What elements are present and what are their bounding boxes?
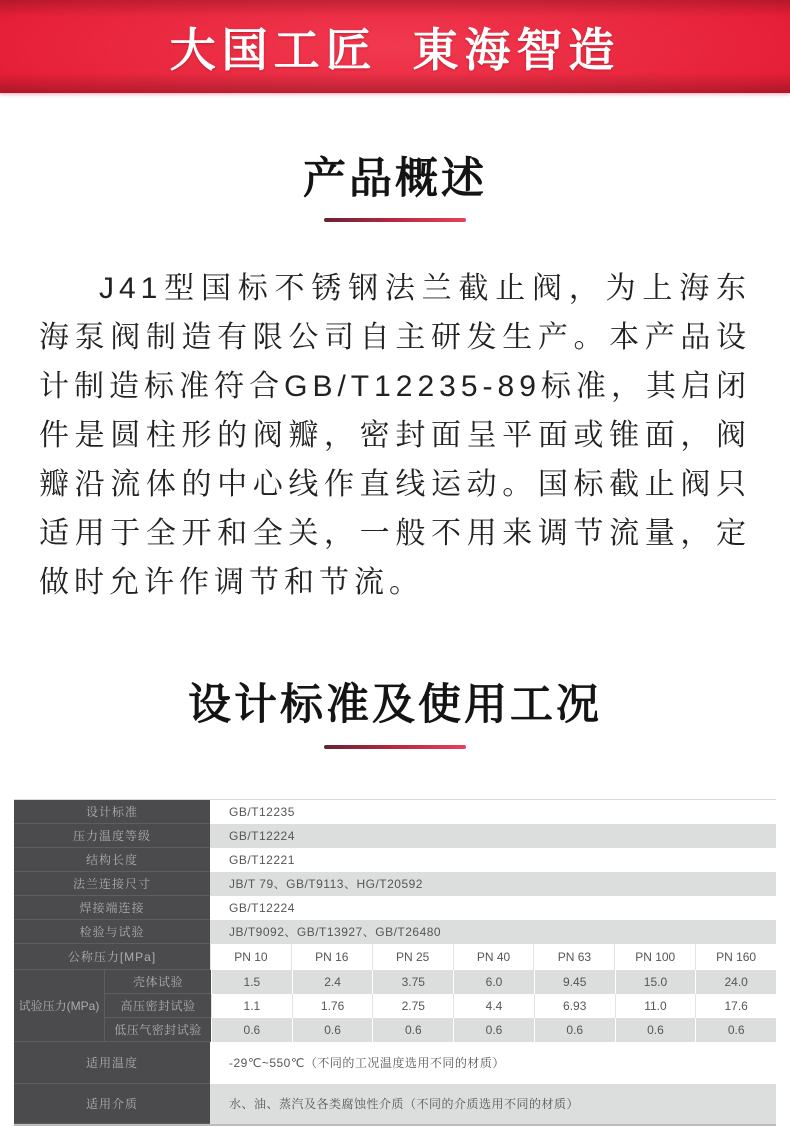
value-cell: 0.6 xyxy=(615,1018,696,1042)
table-row-applicable-medium xyxy=(14,1084,776,1124)
value-cell: 1.1 xyxy=(211,994,292,1018)
value-cell: 0.6 xyxy=(211,1018,292,1042)
row-label: 设计标准 xyxy=(14,800,210,824)
value-cell: 0.6 xyxy=(292,1018,373,1042)
value-cell: 17.6 xyxy=(695,994,776,1018)
overview-paragraph: J41型国标不锈钢法兰截止阀，为上海东海泵阀制造有限公司自主研发生产。本产品设计制造标准符合GB/T12235-89标准，其启闭件是圆柱形的阀瓣，密封面呈平面或锥面，阀瓣沿流体的中心线作直线运动。国标截止阀只适用于全开和全关，一般不用来调节流量，定做时允许作调节和节流。 xyxy=(39,272,751,600)
overview-section-title: 产品概述 xyxy=(303,155,487,203)
group-label: 试验压力(MPa) xyxy=(14,970,105,1042)
value-cell: 0.6 xyxy=(534,1018,615,1042)
value-cell: 4.4 xyxy=(453,994,534,1018)
spec-table xyxy=(14,799,776,1126)
row-label: 法兰连接尺寸 xyxy=(14,872,210,896)
overview-title-underline xyxy=(324,218,466,222)
table-row-inspection-test xyxy=(14,920,776,944)
sub-row-label: 低压气密封试验 xyxy=(105,1018,211,1042)
table-group-test-pressure xyxy=(14,970,776,1042)
row-value: JB/T9092、GB/T13927、GB/T26480 xyxy=(210,920,776,944)
row-label: 适用温度 xyxy=(14,1042,210,1084)
value-cell: 15.0 xyxy=(615,970,696,994)
pn-cell: PN 100 xyxy=(614,944,695,970)
table-row-flange-dimensions xyxy=(14,872,776,896)
value-cell: 11.0 xyxy=(615,994,696,1018)
sub-row-label: 壳体试验 xyxy=(105,970,211,994)
table-row-applicable-temperature xyxy=(14,1042,776,1084)
row-value: 水、油、蒸汽及各类腐蚀性介质（不同的介质选用不同的材质） xyxy=(210,1084,776,1124)
table-row-shell-test xyxy=(105,970,776,994)
group-body xyxy=(105,970,776,1042)
row-value: GB/T12221 xyxy=(210,848,776,872)
value-cell: 24.0 xyxy=(695,970,776,994)
value-cell: 3.75 xyxy=(372,970,453,994)
table-row-weld-end-connection xyxy=(14,896,776,920)
sub-row-label: 高压密封试验 xyxy=(105,994,211,1018)
value-cell: 2.4 xyxy=(292,970,373,994)
row-value: JB/T 79、GB/T9113、HG/T20592 xyxy=(210,872,776,896)
value-cell: 6.93 xyxy=(534,994,615,1018)
design-title-underline xyxy=(324,745,466,749)
value-cell: 6.0 xyxy=(453,970,534,994)
value-cell: 1.76 xyxy=(292,994,373,1018)
row-label: 压力温度等级 xyxy=(14,824,210,848)
table-row-low-pressure-air-seal-test xyxy=(105,1018,776,1042)
row-value: -29℃~550℃（不同的工况温度选用不同的材质） xyxy=(210,1042,776,1084)
row-label: 适用介质 xyxy=(14,1084,210,1124)
value-cell: 0.6 xyxy=(695,1018,776,1042)
pn-cell: PN 16 xyxy=(291,944,372,970)
row-value: GB/T12224 xyxy=(210,824,776,848)
row-value: GB/T12224 xyxy=(210,896,776,920)
table-row-high-pressure-seal-test xyxy=(105,994,776,1018)
value-cell: 0.6 xyxy=(372,1018,453,1042)
row-label: 焊接端连接 xyxy=(14,896,210,920)
value-cell: 0.6 xyxy=(453,1018,534,1042)
table-row-structure-length xyxy=(14,848,776,872)
pn-cell: PN 63 xyxy=(533,944,614,970)
row-label: 公称压力[MPa] xyxy=(14,944,210,970)
brand-banner xyxy=(0,0,790,93)
value-cell: 9.45 xyxy=(534,970,615,994)
value-cell: 2.75 xyxy=(372,994,453,1018)
pn-cell: PN 10 xyxy=(210,944,291,970)
pn-cell: PN 25 xyxy=(372,944,453,970)
row-value: GB/T12235 xyxy=(210,800,776,824)
row-label: 结构长度 xyxy=(14,848,210,872)
value-cell: 1.5 xyxy=(211,970,292,994)
pn-cell: PN 40 xyxy=(453,944,534,970)
row-label: 检验与试验 xyxy=(14,920,210,944)
table-row-nominal-pressure xyxy=(14,944,776,970)
pn-cell: PN 160 xyxy=(695,944,776,970)
table-row-pressure-temp-rating xyxy=(14,824,776,848)
table-row-design-standard xyxy=(14,800,776,824)
brand-banner-title: 大国工匠 東海智造 xyxy=(169,23,621,76)
design-section-title: 设计标准及使用工况 xyxy=(188,681,602,730)
